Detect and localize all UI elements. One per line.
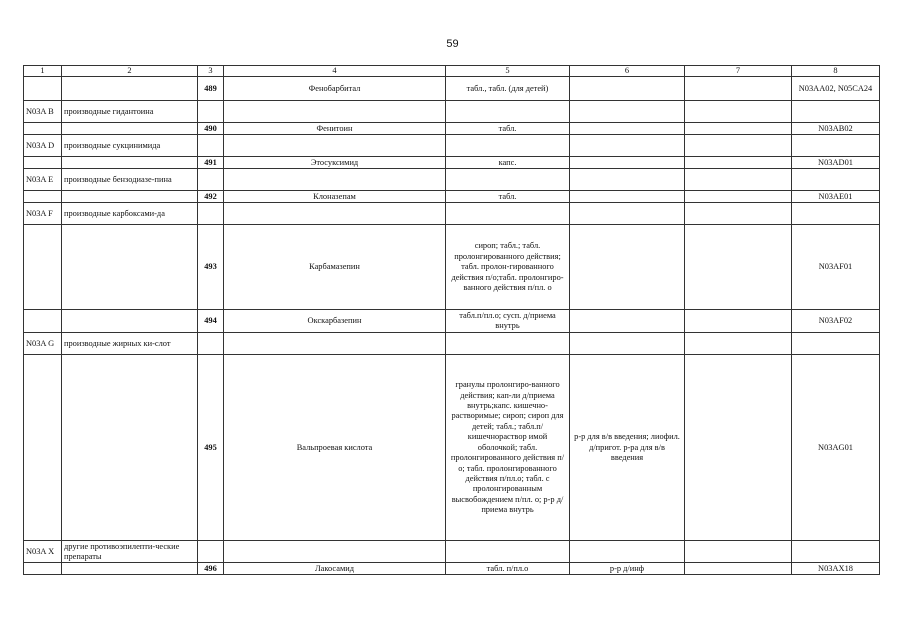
empty-cell [570,101,685,123]
empty-cell [446,101,570,123]
empty-cell [24,77,62,101]
drug-number: 493 [198,225,224,310]
column-header: 2 [62,66,198,77]
atc-code: N03AX18 [792,563,880,575]
empty-cell [62,355,198,541]
column-7-value [685,563,792,575]
column-7-value [685,310,792,333]
drug-name: Фенобарбитал [224,77,446,101]
drug-number: 494 [198,310,224,333]
table-header-row [24,66,880,77]
drug-name: Вальпроевая кислота [224,355,446,541]
group-name: производные жирных ки-слот [62,333,198,355]
atc-code: N03AB02 [792,123,880,135]
column-header: 5 [446,66,570,77]
empty-cell [570,333,685,355]
empty-cell [570,203,685,225]
empty-cell [62,77,198,101]
group-name: производные гидантоина [62,101,198,123]
empty-cell [24,225,62,310]
page-number: 59 [446,38,459,50]
column-header: 4 [224,66,446,77]
empty-cell [24,563,62,575]
dosage-forms: табл., табл. (для детей) [446,77,570,101]
empty-cell [62,191,198,203]
drug-row [24,355,880,541]
atc-code: N03AD01 [792,157,880,169]
drug-table [23,65,880,575]
empty-cell [792,333,880,355]
empty-cell [224,203,446,225]
drug-row [24,310,880,333]
drug-name: Карбамазепин [224,225,446,310]
empty-cell [792,541,880,563]
empty-cell [198,203,224,225]
empty-cell [224,541,446,563]
empty-cell [62,563,198,575]
empty-cell [685,203,792,225]
drug-name: Этосуксимид [224,157,446,169]
empty-cell [24,157,62,169]
empty-cell [685,541,792,563]
atc-group-code: N03A D [24,135,62,157]
empty-cell [198,169,224,191]
column-7-value [685,225,792,310]
drug-name: Окскарбазепин [224,310,446,333]
empty-cell [24,310,62,333]
group-row [24,169,880,191]
column-header: 8 [792,66,880,77]
empty-cell [24,123,62,135]
atc-group-code: N03A E [24,169,62,191]
atc-group-code: N03A F [24,203,62,225]
dosage-forms-additional [570,191,685,203]
drug-name: Фенитоин [224,123,446,135]
empty-cell [446,333,570,355]
drug-number: 489 [198,77,224,101]
group-name: производные карбоксами-да [62,203,198,225]
empty-cell [198,333,224,355]
dosage-forms: гранулы пролонгиро-ванного действия; кап-ли д/приема внутрь;капс. кишечно-растворимые; сироп; сироп для детей; табл.; табл.п/кишечнораствор имой оболочкой; табл. пролонгированного действия п/о; табл. пролонгированного действия п/пл.о; табл. с пролонгированным высвобождением п/пл. о; р-р д/приема внутрь [446,355,570,541]
drug-number: 495 [198,355,224,541]
drug-number: 490 [198,123,224,135]
drug-number: 492 [198,191,224,203]
empty-cell [224,333,446,355]
empty-cell [198,135,224,157]
empty-cell [224,135,446,157]
atc-group-code: N03A X [24,541,62,563]
group-row [24,203,880,225]
empty-cell [198,541,224,563]
empty-cell [685,333,792,355]
column-7-value [685,191,792,203]
atc-group-code: N03A B [24,101,62,123]
empty-cell [24,355,62,541]
empty-cell [570,169,685,191]
drug-row [24,225,880,310]
group-row [24,101,880,123]
atc-code: N03AF01 [792,225,880,310]
empty-cell [224,169,446,191]
atc-group-code: N03A G [24,333,62,355]
empty-cell [685,169,792,191]
empty-cell [570,541,685,563]
drug-number: 491 [198,157,224,169]
atc-code: N03AF02 [792,310,880,333]
empty-cell [446,203,570,225]
empty-cell [792,169,880,191]
empty-cell [62,310,198,333]
dosage-forms: табл. п/пл.о [446,563,570,575]
dosage-forms: табл.п/пл.о; сусп. д/приема внутрь [446,310,570,333]
empty-cell [446,135,570,157]
empty-cell [446,541,570,563]
drug-row [24,123,880,135]
empty-cell [62,123,198,135]
dosage-forms-additional: р-р д/инф [570,563,685,575]
group-row [24,333,880,355]
empty-cell [24,191,62,203]
empty-cell [792,101,880,123]
column-header: 6 [570,66,685,77]
drug-row [24,563,880,575]
dosage-forms: табл. [446,123,570,135]
empty-cell [685,135,792,157]
empty-cell [446,169,570,191]
column-7-value [685,157,792,169]
dosage-forms-additional [570,225,685,310]
group-name: производные сукцинимида [62,135,198,157]
dosage-forms-additional [570,123,685,135]
group-row [24,541,880,563]
empty-cell [62,157,198,169]
dosage-forms: сироп; табл.; табл. пролонгированного действия; табл. пролон-гированного действия п/о;табл. пролонгиро-ванного действия п/пл. о [446,225,570,310]
group-row [24,135,880,157]
dosage-forms-additional [570,310,685,333]
column-header: 3 [198,66,224,77]
drug-row [24,191,880,203]
dosage-forms: капс. [446,157,570,169]
group-name: другие противоэпилепти-ческие препараты [62,541,198,563]
drug-row [24,157,880,169]
drug-number: 496 [198,563,224,575]
atc-code: N03AE01 [792,191,880,203]
drug-name: Клоназепам [224,191,446,203]
empty-cell [198,101,224,123]
dosage-forms-additional [570,77,685,101]
empty-cell [792,135,880,157]
column-header: 1 [24,66,62,77]
group-name: производные бензодиазе-пина [62,169,198,191]
drug-name: Лакосамид [224,563,446,575]
column-7-value [685,123,792,135]
empty-cell [62,225,198,310]
column-7-value [685,355,792,541]
empty-cell [224,101,446,123]
atc-code: N03AG01 [792,355,880,541]
empty-cell [792,203,880,225]
column-7-value [685,77,792,101]
empty-cell [570,135,685,157]
dosage-forms-additional: р-р для в/в введения; лиофил. д/пригот. р-ра для в/в введения [570,355,685,541]
atc-code: N03AA02, N05CA24 [792,77,880,101]
dosage-forms: табл. [446,191,570,203]
column-header: 7 [685,66,792,77]
dosage-forms-additional [570,157,685,169]
empty-cell [685,101,792,123]
drug-row [24,77,880,101]
